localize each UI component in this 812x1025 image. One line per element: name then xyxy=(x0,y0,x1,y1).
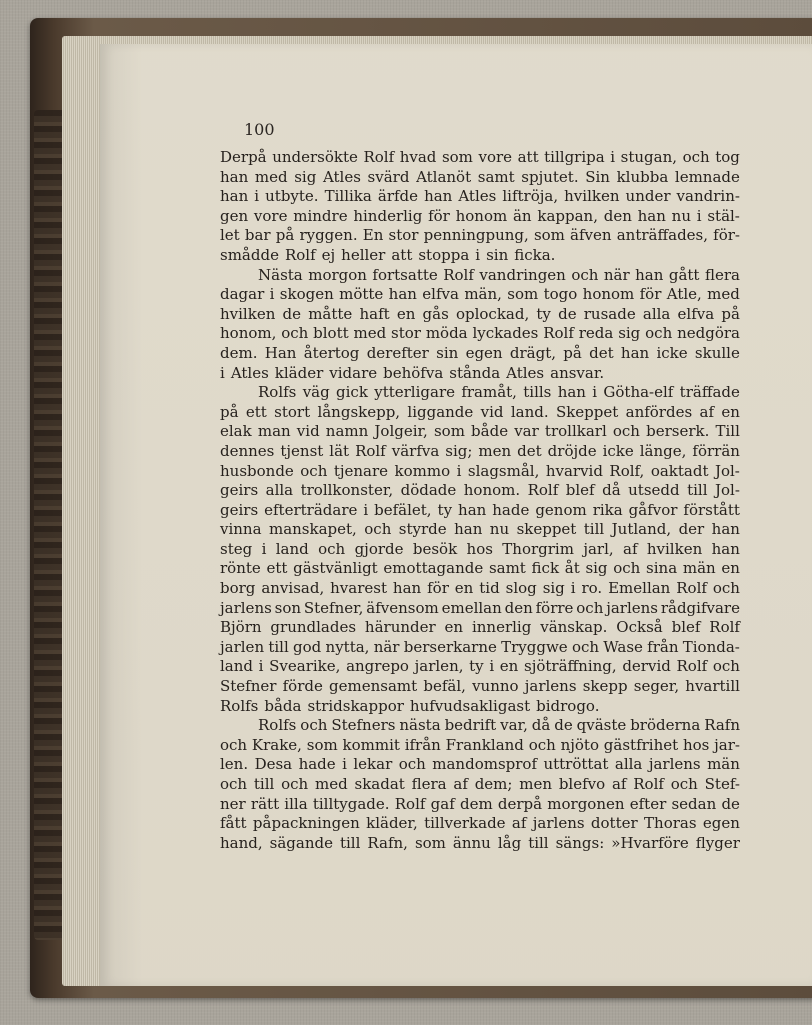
text-line: smådde Rolf ej heller att stoppa i sin ficka. xyxy=(220,245,556,264)
text-line: fått påpackningen kläder, tillverkade af jarlens dotter Thoras egen xyxy=(220,814,740,833)
text-line: Stefner förde gemensamt befäl, vunno jarlens skepp seger, hvartill xyxy=(220,677,740,696)
text-line: geirs alla trollkonster, dödade honom. Rolf blef då utsedd till Jol- xyxy=(220,481,740,500)
text-line: han med sig Atles svärd Atlanöt samt spjutet. Sin klubba lemnade xyxy=(220,167,740,186)
text-line: Rolfs och Stefners nästa bedrift var, då de qväste bröderna Rafn xyxy=(258,716,740,735)
text-line: i Atles kläder vidare behöfva stånda Atles ansvar. xyxy=(220,363,605,382)
text-line: gen vore mindre hinderlig för honom än kappan, den han nu i stäl- xyxy=(220,206,740,225)
text-line: borg anvisad, hvarest han för en tid slog sig i ro. Emellan Rolf och xyxy=(220,579,740,598)
text-line: hvilken de måtte haft en gås oplockad, ty de rusade alla elfva på xyxy=(220,304,740,323)
text-line: len. Desa hade i lekar och mandomsprof uttröttat alla jarlens män xyxy=(220,755,740,774)
text-line: honom, och blott med stor möda lyckades Rolf reda sig och nedgöra xyxy=(220,324,740,343)
text-line: Derpå undersökte Rolf hvad som vore att tillgripa i stugan, och tog xyxy=(220,148,740,166)
text-line: steg i land och gjorde besök hos Thorgrim jarl, af hvilken han xyxy=(220,539,740,558)
text-line: Nästa morgon fortsatte Rolf vandringen och när han gått flera xyxy=(258,265,740,284)
text-line: Björn grundlades härunder en innerlig vänskap. Också blef Rolf xyxy=(220,618,740,637)
text-line: vinna manskapet, och styrde han nu skeppet till Jutland, der han xyxy=(220,520,740,539)
text-line: och till och med skadat flera af dem; men blefvo af Rolf och Stef- xyxy=(220,775,740,793)
text-line: geirs efterträdare i befälet, ty han hade genom rika gåfvor förstått xyxy=(220,500,740,519)
text-line: rönte ett gästvänligt emottagande samt fick åt sig och sina män en xyxy=(220,559,740,578)
text-line: dagar i skogen mötte han elfva män, som togo honom för Atle, med xyxy=(220,285,740,304)
text-line: hand, sägande till Rafn, som ännu låg till sängs: »Hvarföre flyger xyxy=(220,833,740,852)
text-line: husbonde och tjenare kommo i slagsmål, hvarvid Rolf, oaktadt Jol- xyxy=(220,461,740,480)
text-line: dennes tjenst lät Rolf värfva sig; men det dröjde icke länge, förrän xyxy=(220,441,740,460)
text-line: Rolfs väg gick ytterligare framåt, tills han i Götha-elf träffade xyxy=(258,383,740,402)
text-line: han i utbyte. Tillika ärfde han Atles liftröja, hvilken under vandrin- xyxy=(220,187,740,206)
text-line: let bar på ryggen. En stor penningpung, som äfven anträffades, för- xyxy=(220,226,740,245)
text-line: ner rätt illa tilltygade. Rolf gaf dem derpå morgonen efter sedan de xyxy=(220,794,740,813)
text-line: jarlen till god nytta, när berserkarne Tryggwe och Wase från Tionda- xyxy=(220,637,740,656)
text-line: jarlens son Stefner, äfvensom emellan den förre och jarlens rådgifvare xyxy=(220,598,740,617)
text-line: Rolfs båda stridskappor hufvudsakligast bidrogo. xyxy=(220,696,600,715)
page-number: 100 xyxy=(244,120,275,139)
text-line: på ett stort långskepp, liggande vid land. Skeppet anfördes af en xyxy=(220,402,740,421)
text-line: och Krake, som kommit ifrån Frankland och njöto gästfrihet hos jar- xyxy=(220,735,740,754)
page-text xyxy=(220,148,740,853)
text-line: elak man vid namn Jolgeir, som både var trollkarl och berserk. Till xyxy=(220,422,740,441)
text-line: land i Svearike, angrepo jarlen, ty i en sjöträffning, dervid Rolf och xyxy=(220,657,740,676)
text-line: dem. Han återtog derefter sin egen drägt, på det han icke skulle xyxy=(220,343,740,362)
